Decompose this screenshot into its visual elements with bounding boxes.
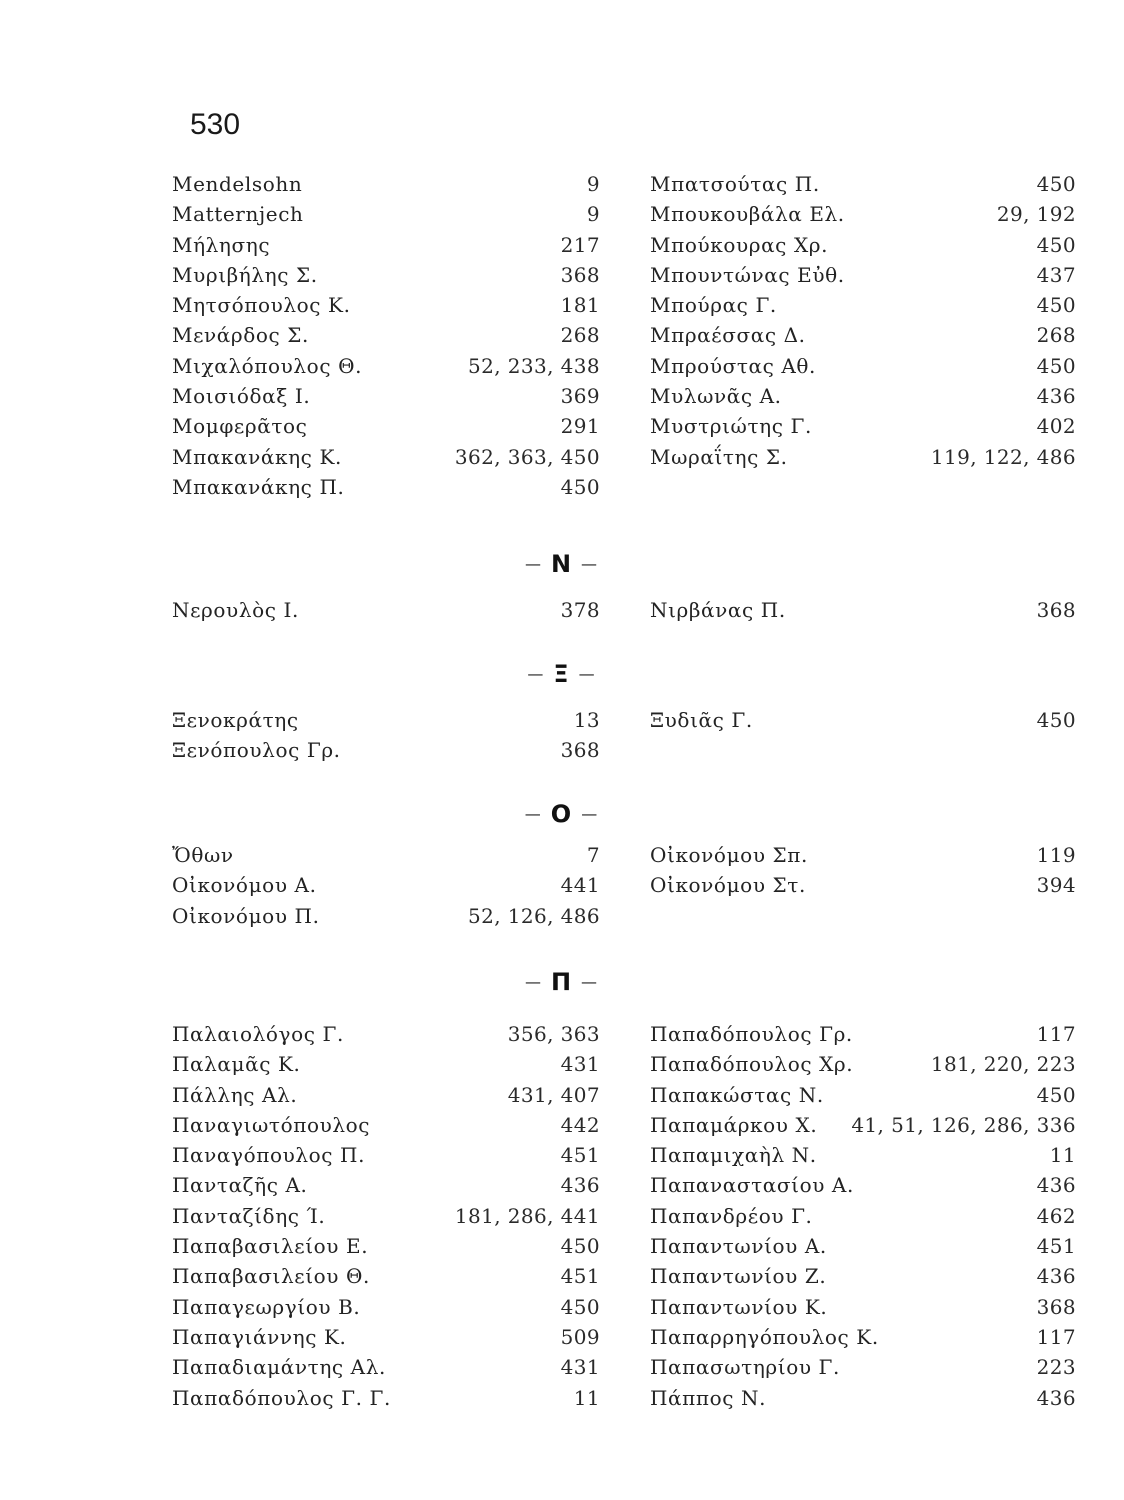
entry-name: Παπαρρηγόπουλος Κ. <box>650 1324 879 1349</box>
entry-pages: 451 <box>560 1143 600 1168</box>
entry-pages: 451 <box>1036 1234 1076 1259</box>
entry-name: Μπακανάκης Π. <box>172 474 345 499</box>
index-entry <box>650 843 1076 873</box>
entry-name: Οἰκονόμου Σπ. <box>650 843 808 867</box>
entry-name: Μπουκουβάλα Ελ. <box>650 202 845 227</box>
entry-name: Πανταζίδης Ί. <box>172 1203 326 1228</box>
index-entry <box>650 1355 1076 1385</box>
page-number: 530 <box>190 108 241 141</box>
index-entry <box>172 384 600 414</box>
entry-pages: 223 <box>1036 1355 1076 1380</box>
index-entry <box>172 738 600 768</box>
index-entry <box>172 263 600 293</box>
index-entry <box>650 354 1076 384</box>
index-entry <box>650 1325 1076 1355</box>
index-entry <box>650 323 1076 353</box>
entry-name: Παλαμᾶς Κ. <box>172 1052 301 1077</box>
index-entry <box>172 414 600 444</box>
entry-pages: 394 <box>1036 873 1076 898</box>
entry-name: Πάππος Ν. <box>650 1385 767 1410</box>
entry-pages: 268 <box>560 323 600 348</box>
index-entry <box>650 384 1076 414</box>
index-entry <box>172 708 600 738</box>
entry-name: Matternjech <box>172 202 304 227</box>
entry-pages: 119 <box>1036 843 1076 867</box>
index-entry <box>650 1113 1076 1143</box>
entry-pages: 356, 363 <box>507 1022 600 1046</box>
entry-name: Παπαδόπουλος Γ. Γ. <box>172 1385 391 1410</box>
entry-pages: 217 <box>560 232 600 257</box>
entry-pages: 369 <box>560 384 600 409</box>
entry-name: Παπακώστας Ν. <box>650 1082 824 1107</box>
entry-pages: 181 <box>560 293 600 318</box>
entry-pages: 181, 220, 223 <box>930 1052 1076 1077</box>
entry-pages: 437 <box>1036 262 1076 287</box>
index-entry <box>172 323 600 353</box>
letter-heading-n: — Ν — <box>524 550 600 578</box>
entry-name: Παναγιωτόπουλος <box>172 1112 371 1137</box>
entry-name: Ξενόπουλος Γρ. <box>172 738 341 763</box>
section-m-right-column <box>650 172 1076 505</box>
entry-name: Ὄθων <box>172 843 234 867</box>
entry-name: Ξυδιᾶς Γ. <box>650 708 753 732</box>
entry-name: Οἰκονόμου Στ. <box>650 873 806 898</box>
entry-pages: 450 <box>560 1234 600 1259</box>
entry-pages: 450 <box>1036 1082 1076 1107</box>
entry-name: Μπούκουρας Χρ. <box>650 232 829 257</box>
index-entry <box>172 1173 600 1203</box>
letter-heading-o: — Ο — <box>524 800 600 828</box>
entry-name: Μιχαλόπουλος Θ. <box>172 353 363 378</box>
index-entry <box>172 1234 600 1264</box>
entry-pages: 462 <box>1036 1203 1076 1228</box>
entry-pages: 431 <box>560 1052 600 1077</box>
letter-heading-xi: — Ξ — <box>527 660 597 688</box>
index-entry <box>172 904 600 934</box>
entry-pages: 52, 233, 438 <box>467 353 600 378</box>
entry-pages: 450 <box>1036 232 1076 257</box>
index-entry <box>650 202 1076 232</box>
entry-name: Παπαγεωργίου Β. <box>172 1294 361 1319</box>
entry-name: Μπακανάκης Κ. <box>172 444 342 469</box>
section-m <box>172 172 1076 505</box>
index-entry <box>172 843 600 873</box>
entry-pages: 368 <box>560 262 600 287</box>
letter-heading-pi-label: Π <box>550 968 574 996</box>
index-entry <box>650 263 1076 293</box>
entry-name: Νιρβάνας Π. <box>650 598 786 622</box>
entry-pages: 431 <box>560 1355 600 1380</box>
index-entry <box>650 172 1076 202</box>
section-n-right-column <box>650 598 1076 628</box>
section-o <box>172 843 1076 934</box>
entry-name: Παπαμιχαὴλ Ν. <box>650 1143 817 1168</box>
entry-name: Μήλησης <box>172 232 271 257</box>
entry-pages: 119, 122, 486 <box>930 444 1076 469</box>
entry-name: Μπουντώνας Εὐθ. <box>650 262 845 287</box>
section-xi <box>172 708 1076 769</box>
entry-pages: 378 <box>560 598 600 622</box>
index-entry <box>650 1204 1076 1234</box>
index-entry <box>650 1022 1076 1052</box>
entry-name: Παπαδόπουλος Γρ. <box>650 1022 853 1046</box>
index-entry <box>650 445 1076 475</box>
entry-name: Μπατσούτας Π. <box>650 172 820 196</box>
entry-pages: 442 <box>560 1112 600 1137</box>
entry-name: Πάλλης Αλ. <box>172 1082 298 1107</box>
entry-name: Μενάρδος Σ. <box>172 323 310 348</box>
entry-name: Παπαβασιλείου Ε. <box>172 1234 369 1259</box>
entry-pages: 450 <box>1036 293 1076 318</box>
entry-pages: 450 <box>1036 708 1076 732</box>
entry-pages: 11 <box>573 1385 600 1410</box>
index-entry <box>172 293 600 323</box>
index-entry <box>172 202 600 232</box>
entry-pages: 9 <box>586 172 600 196</box>
index-entry <box>650 1386 1076 1416</box>
entry-pages: 451 <box>560 1264 600 1289</box>
index-entry <box>172 445 600 475</box>
entry-name: Νερουλὸς Ι. <box>172 598 299 622</box>
index-entry <box>650 1143 1076 1173</box>
entry-name: Παλαιολόγος Γ. <box>172 1022 344 1046</box>
index-entry <box>172 172 600 202</box>
entry-pages: 268 <box>1036 323 1076 348</box>
index-entry <box>172 1143 600 1173</box>
entry-pages: 291 <box>560 414 600 439</box>
entry-pages: 41, 51, 126, 286, 336 <box>851 1112 1076 1137</box>
index-entry <box>172 475 600 505</box>
entry-pages: 436 <box>1036 1173 1076 1198</box>
entry-pages: 7 <box>586 843 600 867</box>
index-entry <box>172 873 600 903</box>
index-entry <box>650 873 1076 903</box>
index-entry <box>650 1295 1076 1325</box>
index-entry <box>650 1234 1076 1264</box>
entry-pages: 362, 363, 450 <box>454 444 600 469</box>
entry-pages: 368 <box>1036 1294 1076 1319</box>
entry-pages: 436 <box>1036 1264 1076 1289</box>
index-entry <box>650 598 1076 628</box>
entry-name: Μυριβήλης Σ. <box>172 262 318 287</box>
entry-pages: 402 <box>1036 414 1076 439</box>
index-entry <box>172 1325 600 1355</box>
entry-name: Μομφερᾶτος <box>172 414 308 439</box>
index-entry <box>172 1113 600 1143</box>
section-o-right-column <box>650 843 1076 934</box>
section-xi-right-column <box>650 708 1076 769</box>
entry-name: Παπαβασιλείου Θ. <box>172 1264 370 1289</box>
index-entry <box>650 1264 1076 1294</box>
entry-pages: 450 <box>560 474 600 499</box>
entry-name: Παπαντωνίου Ζ. <box>650 1264 827 1289</box>
section-n <box>172 598 1076 628</box>
entry-name: Παπαναστασίου Α. <box>650 1173 854 1198</box>
entry-pages: 436 <box>560 1173 600 1198</box>
entry-pages: 436 <box>1036 384 1076 409</box>
section-pi <box>172 1022 1076 1416</box>
index-entry <box>650 1052 1076 1082</box>
entry-pages: 450 <box>1036 172 1076 196</box>
entry-name: Μυλωνᾶς Α. <box>650 384 782 409</box>
section-pi-right-column <box>650 1022 1076 1416</box>
entry-pages: 441 <box>560 873 600 898</box>
entry-pages: 436 <box>1036 1385 1076 1410</box>
entry-name: Παναγόπουλος Π. <box>172 1143 366 1168</box>
entry-name: Παπαντωνίου Α. <box>650 1234 827 1259</box>
entry-name: Mendelsohn <box>172 172 303 196</box>
entry-pages: 181, 286, 441 <box>454 1203 600 1228</box>
letter-heading-n-label: Ν <box>550 550 574 578</box>
index-entry <box>172 1083 600 1113</box>
index-entry <box>172 1052 600 1082</box>
index-entry <box>172 1264 600 1294</box>
entry-name: Μπούρας Γ. <box>650 293 777 318</box>
entry-name: Οἰκονόμου Π. <box>172 903 320 928</box>
index-entry <box>172 1204 600 1234</box>
letter-heading-xi-label: Ξ <box>553 660 571 688</box>
entry-name: Παπασωτηρίου Γ. <box>650 1355 840 1380</box>
entry-pages: 450 <box>560 1294 600 1319</box>
entry-name: Πανταζῆς Α. <box>172 1173 308 1198</box>
entry-pages: 368 <box>1036 598 1076 622</box>
entry-name: Μπραέσσας Δ. <box>650 323 806 348</box>
index-entry <box>172 1355 600 1385</box>
index-entry <box>172 1386 600 1416</box>
letter-heading-o-label: Ο <box>550 800 574 828</box>
entry-name: Ξενοκράτης <box>172 708 299 732</box>
section-pi-left-column <box>172 1022 600 1416</box>
index-entry <box>650 233 1076 263</box>
index-entry <box>172 233 600 263</box>
entry-name: Παπανδρέου Γ. <box>650 1203 813 1228</box>
index-entry <box>172 598 600 628</box>
entry-pages: 11 <box>1049 1143 1076 1168</box>
entry-pages: 450 <box>1036 353 1076 378</box>
section-m-left-column <box>172 172 600 505</box>
entry-pages: 117 <box>1036 1022 1076 1046</box>
section-n-left-column <box>172 598 600 628</box>
entry-name: Παπαδιαμάντης Αλ. <box>172 1355 386 1380</box>
index-entry <box>650 414 1076 444</box>
entry-name: Μητσόπουλος Κ. <box>172 293 351 318</box>
entry-name: Παπαντωνίου Κ. <box>650 1294 828 1319</box>
entry-name: Μυστριώτης Γ. <box>650 414 812 439</box>
index-entry <box>172 354 600 384</box>
letter-heading-pi: — Π — <box>524 968 600 996</box>
entry-name: Παπαμάρκου Χ. <box>650 1112 818 1137</box>
index-entry <box>650 293 1076 323</box>
entry-name: Παπαδόπουλος Χρ. <box>650 1052 854 1077</box>
entry-pages: 29, 192 <box>996 202 1076 227</box>
entry-pages: 368 <box>560 738 600 763</box>
entry-pages: 13 <box>573 708 600 732</box>
section-xi-left-column <box>172 708 600 769</box>
index-entry <box>650 1083 1076 1113</box>
entry-name: Παπαγιάννης Κ. <box>172 1324 347 1349</box>
entry-name: Οἰκονόμου Α. <box>172 873 317 898</box>
entry-name: Μοισιόδαξ Ι. <box>172 384 311 409</box>
entry-name: Μπρούστας Αθ. <box>650 353 817 378</box>
index-entry <box>650 1173 1076 1203</box>
entry-pages: 117 <box>1036 1324 1076 1349</box>
entry-pages: 9 <box>586 202 600 227</box>
index-entry <box>172 1295 600 1325</box>
entry-pages: 431, 407 <box>507 1082 600 1107</box>
entry-pages: 52, 126, 486 <box>467 903 600 928</box>
index-entry <box>650 708 1076 738</box>
section-o-left-column <box>172 843 600 934</box>
index-entry <box>172 1022 600 1052</box>
entry-pages: 509 <box>560 1324 600 1349</box>
entry-name: Μωραΐτης Σ. <box>650 444 788 469</box>
